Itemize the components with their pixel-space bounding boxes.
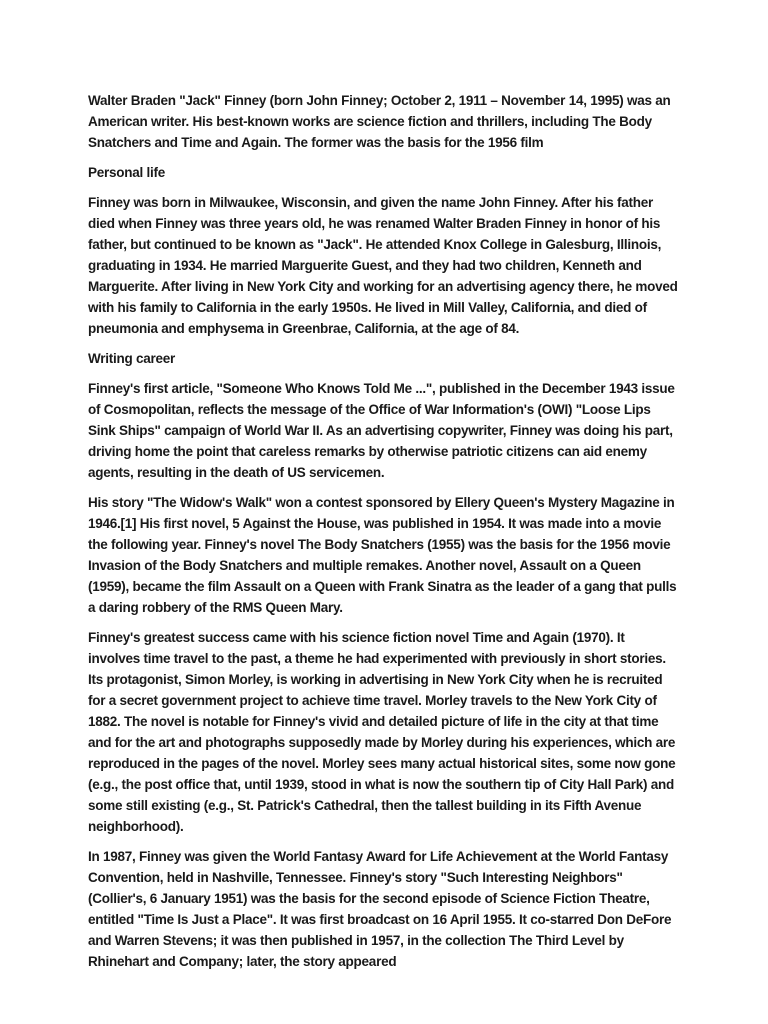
intro-paragraph: Walter Braden "Jack" Finney (born John Finney; October 2, 1911 – November 14, 1995) was an American writer. His best-known works are science fiction and thrillers, including The Body Snatchers and Time and Again. The former was the basis for the 1956 film	[88, 93, 671, 150]
section-heading-writing-career: Writing career	[88, 351, 176, 366]
writing-career-paragraph-1: Finney's first article, "Someone Who Knows Told Me ...", published in the December 1943 issue of Cosmopolitan, reflects the message of the Office of War Information's (OWI) "Loose Lips Sink Ships" campaign of World War II. As an advertising copywriter, Finney was doing his part, driving home the point that careless remarks by otherwise patriotic citizens can aid enemy agents, resulting in the death of US servicemen.	[88, 381, 675, 480]
section-heading-personal-life: Personal life	[88, 165, 166, 180]
writing-career-paragraph-2: His story "The Widow's Walk" won a contest sponsored by Ellery Queen's Mystery Magazine in 1946.[1] His first novel, 5 Against the House, was published in 1954. It was made into a movie the following year. Finney's novel The Body Snatchers (1955) was the basis for the 1956 movie Invasion of the Body Snatchers and multiple remakes. Another novel, Assault on a Queen (1959), became the film Assault on a Queen with Frank Sinatra as the leader of a gang that pulls a daring robbery of the RMS Queen Mary.	[88, 495, 677, 615]
personal-life-paragraph: Finney was born in Milwaukee, Wisconsin, and given the name John Finney. After his father died when Finney was three years old, he was renamed Walter Braden Finney in honor of his father, but continued to be known as "Jack". He attended Knox College in Galesburg, Illinois, graduating in 1934. He married Marguerite Guest, and they had two children, Kenneth and Marguerite. After living in New York City and working for an advertising agency there, he moved with his family to California in the early 1950s. He lived in Mill Valley, California, and died of pneumonia and emphysema in Greenbrae, California, at the age of 84.	[88, 195, 678, 336]
writing-career-paragraph-3: Finney's greatest success came with his science fiction novel Time and Again (1970). It involves time travel to the past, a theme he had experimented with previously in short stories. Its protagonist, Simon Morley, is working in advertising in New York City when he is recruited for a secret government project to achieve time travel. Morley travels to the New York City of 1882. The novel is notable for Finney's vivid and detailed picture of life in the city at that time and for the art and photographs supposedly made by Morley during his experiences, which are reproduced in the pages of the novel. Morley sees many actual historical sites, some now gone (e.g., the post office that, until 1939, stood in what is now the southern tip of City Hall Park) and some still existing (e.g., St. Patrick's Cathedral, then the tallest building in its Fifth Avenue neighborhood).	[88, 630, 676, 834]
writing-career-paragraph-4: In 1987, Finney was given the World Fantasy Award for Life Achievement at the World Fantasy Convention, held in Nashville, Tennessee. Finney's story "Such Interesting Neighbors" (Collier's, 6 January 1951) was the basis for the second episode of Science Fiction Theatre, entitled "Time Is Just a Place". It was first broadcast on 16 April 1955. It co-starred Don DeFore and Warren Stevens; it was then published in 1957, in the collection The Third Level by Rhinehart and Company; later, the story appeared	[88, 849, 672, 969]
